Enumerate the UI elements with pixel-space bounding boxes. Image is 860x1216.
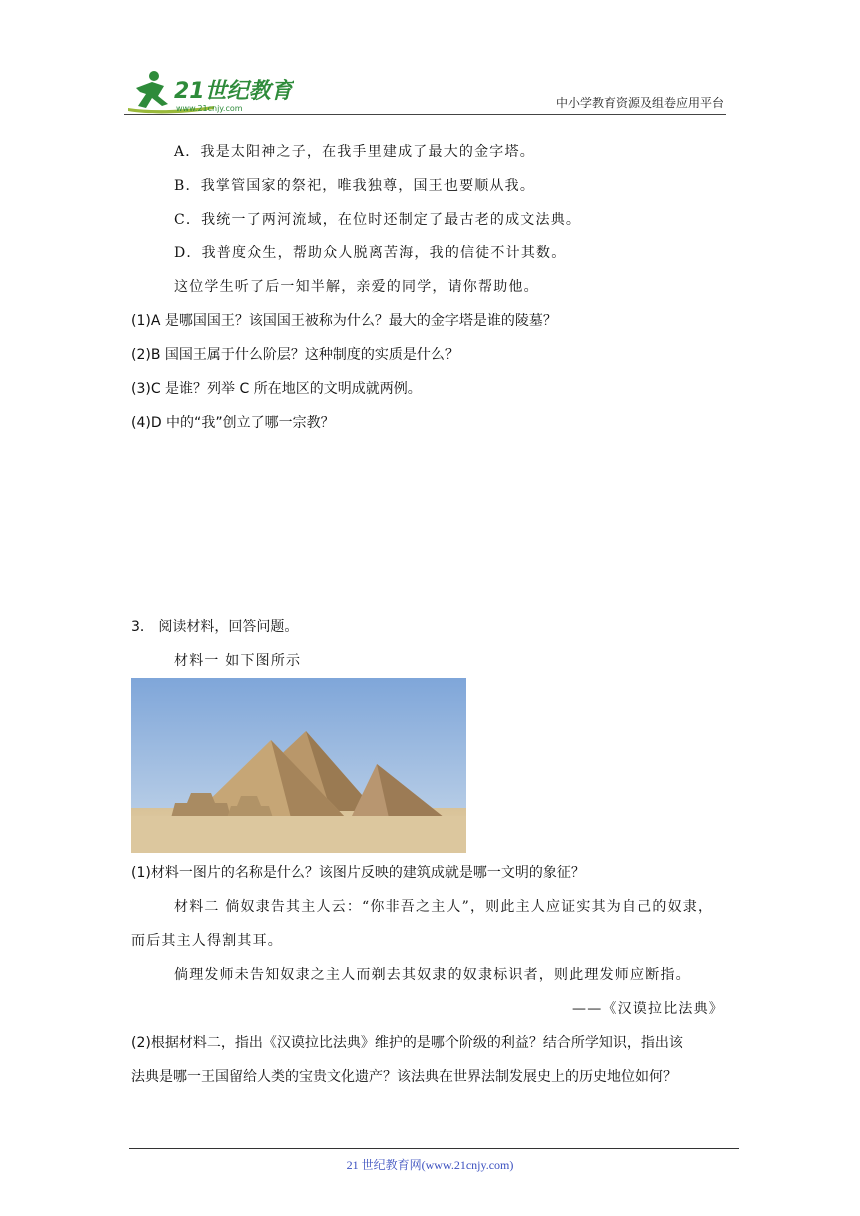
footer-text: 21 世纪教育网(www.21cnjy.com) [346,1158,514,1172]
question-2-3: (3)C 是谁？列举 C 所在地区的文明成就两例。 [131,381,422,397]
question-2-1: (1)A 是哪国国王？该国国王被称为什么？最大的金字塔是谁的陵墓？ [131,313,557,329]
svg-text:21世纪教育: 21世纪教育 [174,79,293,104]
footer-divider [129,1148,739,1149]
intro-text: 这位学生听了后一知半解，亲爱的同学，请你帮助他。 [174,279,539,295]
header-divider [124,114,726,115]
svg-text:www.21cnjy.com: www.21cnjy.com [176,104,243,113]
platform-name: 中小学教育资源及组卷应用平台 [555,96,724,110]
material-2-line-2: 而后其主人得割其耳。 [131,933,283,949]
question-3-1: (1)材料一图片的名称是什么？该图片反映的建筑成就是哪一文明的象征？ [131,865,585,881]
option-b: B．我掌管国家的祭祀，唯我独尊，国王也要顺从我。 [174,178,536,194]
page-header [124,64,724,116]
question-2-2: (2)B 国国王属于什么阶层？这种制度的实质是什么？ [131,347,459,363]
material-2-line-1: 材料二 倘奴隶告其主人云：“你非吾之主人”，则此主人应证实其为自己的奴隶， [174,899,714,915]
material-1-label: 材料一 如下图所示 [174,653,302,669]
material-2-source: ——《汉谟拉比法典》 [572,1001,724,1017]
site-logo [124,68,294,114]
option-a: A．我是太阳神之子，在我手里建成了最大的金字塔。 [174,144,535,160]
option-c: C．我统一了两河流域，在位时还制定了最古老的成文法典。 [174,212,582,228]
material-2-line-3: 倘理发师未告知奴隶之主人而剃去其奴隶的奴隶标识者，则此理发师应断指。 [174,967,691,983]
pyramids-photo [131,678,466,853]
question-2-4: (4)D 中的“我”创立了哪一宗教？ [131,415,335,431]
question-3-title: 3． 阅读材料，回答问题。 [131,619,299,635]
question-3-2-line-2: 法典是哪一王国留给人类的宝贵文化遗产？该法典在世界法制发展史上的历史地位如何？ [131,1069,677,1085]
option-d: D．我普度众生，帮助众人脱离苦海，我的信徒不计其数。 [174,245,567,261]
question-3-2-line-1: (2)根据材料二，指出《汉谟拉比法典》维护的是哪个阶级的利益？结合所学知识，指出该 [131,1035,683,1051]
